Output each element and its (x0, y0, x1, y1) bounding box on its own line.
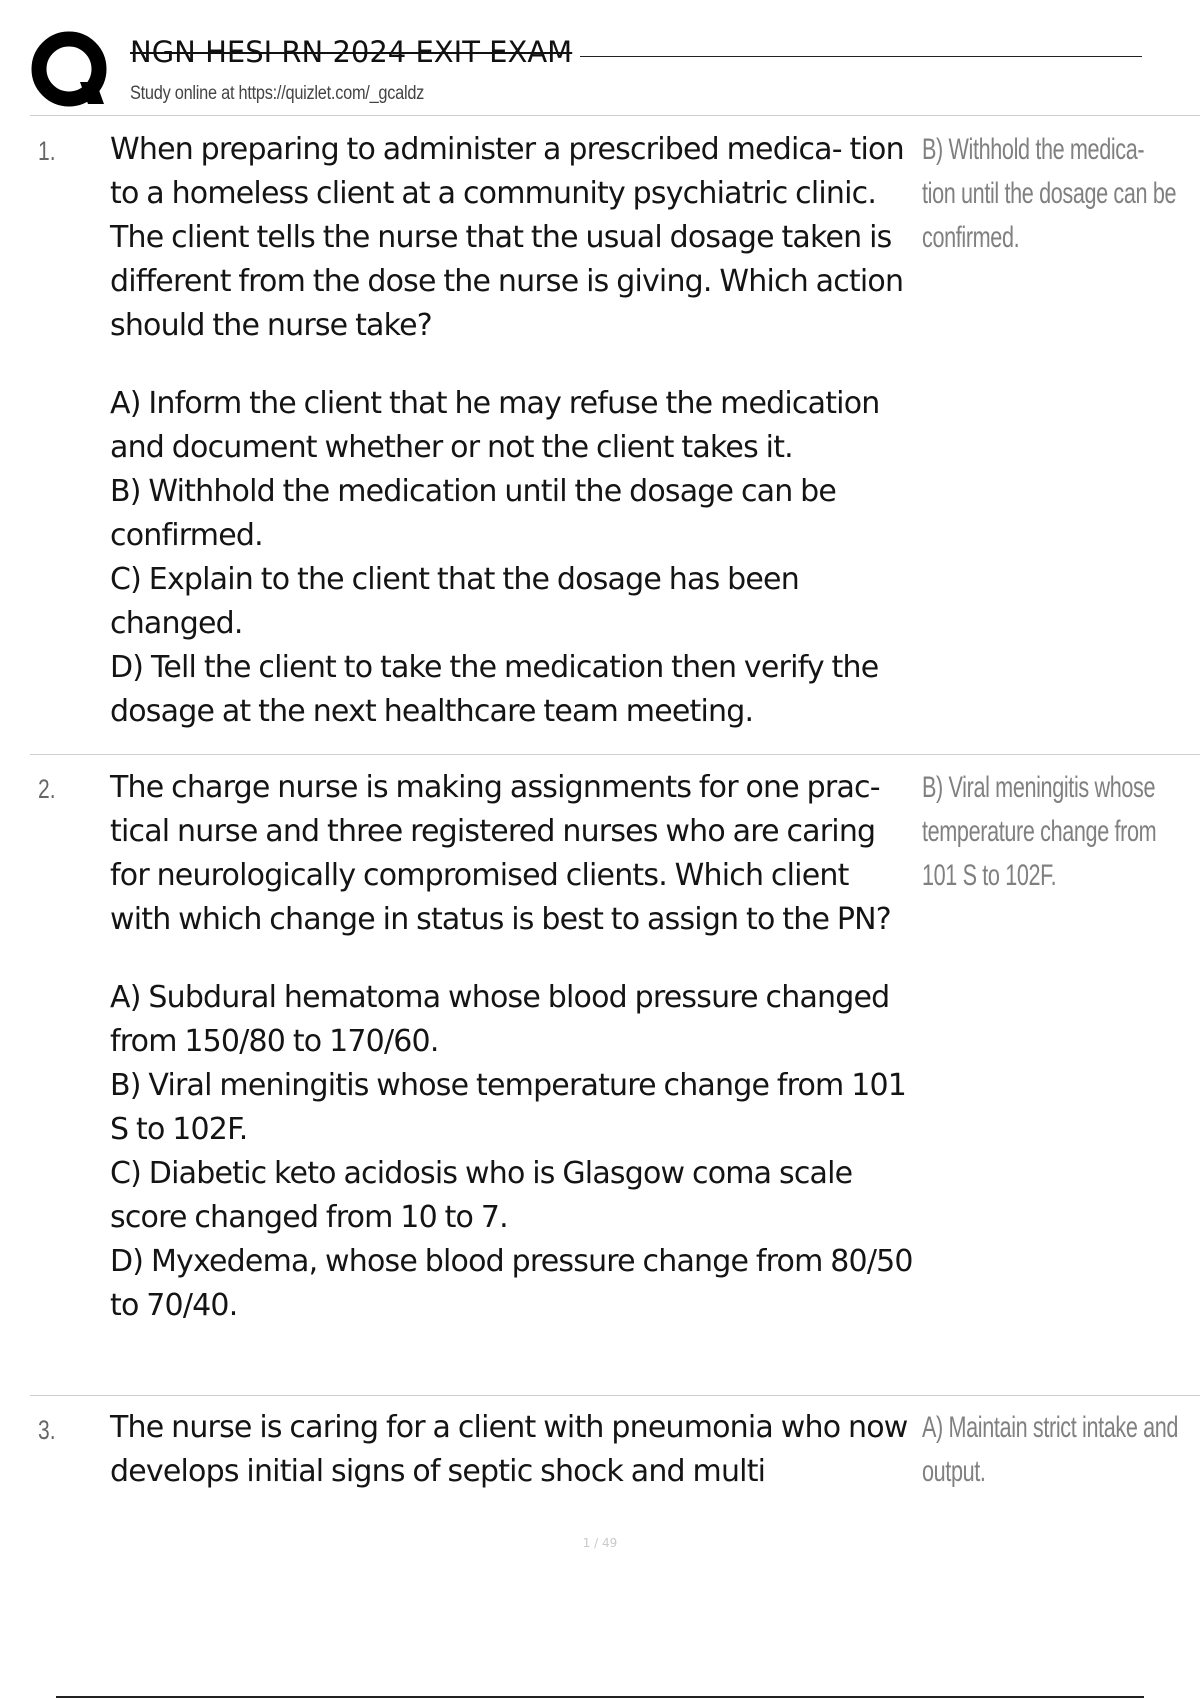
header-divider (30, 115, 1200, 116)
question-1-answer: B) Withhold the medica- tion until the dosage can be confirmed. (922, 133, 1177, 254)
question-2-option-d: D) Myxedema, whose blood pressure change from 80/50 to 70/40. (110, 1244, 913, 1323)
question-2-options (110, 976, 915, 1328)
question-3 (110, 1406, 915, 1494)
question-1-options (110, 382, 915, 734)
document-title: NGN HESI RN 2024 EXIT EXAM (130, 35, 573, 69)
question-1-number: 1. (38, 136, 56, 166)
quizlet-q-logo-icon (30, 30, 112, 112)
question-3-number: 3. (38, 1415, 56, 1445)
question-1-option-c: C) Explain to the client that the dosage has been changed. (110, 562, 799, 641)
page-number: 1 / 49 (582, 1536, 618, 1550)
question-1-option-b: B) Withhold the medication until the dosage can be confirmed. (110, 474, 837, 553)
question-2-answer: B) Viral meningitis whose temperature change from 101 S to 102F. (922, 771, 1157, 892)
title-rule (580, 56, 1142, 57)
question-divider (30, 754, 1200, 755)
question-1-option-d: D) Tell the client to take the medication then verify the dosage at the next healthcare team meeting. (110, 650, 879, 729)
question-3-answer: A) Maintain strict intake and output. (922, 1411, 1179, 1488)
question-2-option-c: C) Diabetic keto acidosis who is Glasgow coma scale score changed from 10 to 7. (110, 1156, 853, 1235)
question-2-number: 2. (38, 774, 56, 804)
question-2 (110, 766, 915, 1328)
question-1-stem: When preparing to administer a prescribed medica- tion to a homeless client at a community psychiatric clinic. The client tells the nurse that the usual dosage taken is different from the dose the nurse is giving. Which action should the nurse take? (110, 132, 904, 343)
question-2-option-b: B) Viral meningitis whose temperature change from 101 S to 102F. (110, 1068, 907, 1147)
study-online-link[interactable]: Study online at https://quizlet.com/_gcaldz (130, 83, 425, 104)
question-2-option-a: A) Subdural hematoma whose blood pressure changed from 150/80 to 170/60. (110, 980, 890, 1059)
question-1-option-a: A) Inform the client that he may refuse the medication and document whether or not the client takes it. (110, 386, 880, 465)
question-1 (110, 128, 915, 734)
question-3-stem: The nurse is caring for a client with pneumonia who now develops initial signs of septic shock and multi (110, 1410, 908, 1489)
question-divider (30, 1395, 1200, 1396)
question-2-stem: The charge nurse is making assignments for one prac- tical nurse and three registered nurses who are caring for neurologically compromised clients. Which client with which change in status is best to assign to the PN? (110, 770, 891, 937)
footer-rule (56, 1696, 1144, 1698)
